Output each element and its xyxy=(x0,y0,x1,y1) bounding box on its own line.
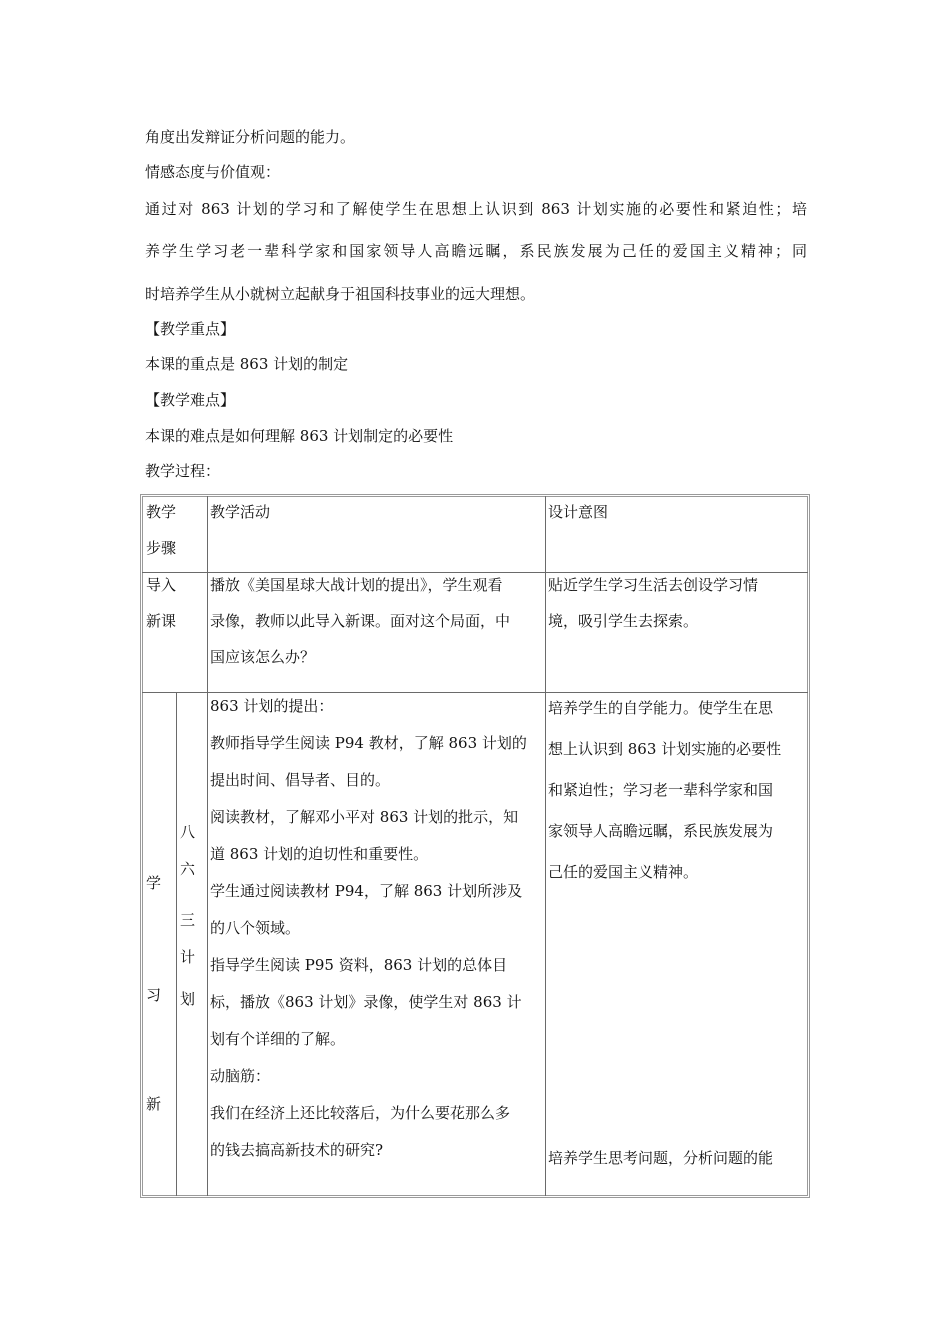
row1-activity-line: 录像，教师以此导入新课。面对这个局面，中 xyxy=(210,612,511,630)
row2-sub-char: 计 xyxy=(180,948,196,966)
row2-sub-char: 八 xyxy=(180,823,196,841)
row1-intent-line: 贴近学生学习生活去创设学习情 xyxy=(548,576,759,594)
process-heading: 教学过程： xyxy=(145,462,221,480)
header-step-line: 步骤 xyxy=(146,539,177,557)
row2-step-char: 习 xyxy=(146,986,162,1004)
row2-activity-line: 动脑筋： xyxy=(210,1067,271,1085)
row2-activity-line: 的八个领域。 xyxy=(210,919,301,937)
header-activity: 教学活动 xyxy=(210,503,271,521)
row2-activity-line: 标，播放《863 计划》录像，使学生对 863 计 xyxy=(210,993,522,1011)
header-step-cell xyxy=(146,494,176,566)
row2-sub-char: 划 xyxy=(180,990,196,1008)
row2-intent-line-extra: 培养学生思考问题，分析问题的能 xyxy=(548,1149,774,1167)
row2-activity-line: 道 863 计划的迫切性和重要性。 xyxy=(210,845,429,863)
row2-activity-line: 教师指导学生阅读 P94 教材，了解 863 计划的 xyxy=(210,734,527,752)
row1-activity-line: 国应该怎么办？ xyxy=(210,648,316,666)
header-step-line: 教学 xyxy=(146,503,177,521)
row2-activity-line: 863 计划的提出： xyxy=(210,697,334,715)
row2-step-char: 学 xyxy=(146,874,162,892)
row2-activity-line: 提出时间、倡导者、目的。 xyxy=(210,771,391,789)
table-divider xyxy=(545,496,546,1196)
emotion-line-2: 养学生学习老一辈科学家和国家领导人高瞻远瞩，系民族发展为己任的爱国主义精神；同 xyxy=(145,242,807,260)
row2-intent-line: 想上认识到 863 计划实施的必要性 xyxy=(548,740,782,758)
row2-intent-line: 和紧迫性；学习老一辈科学家和国 xyxy=(548,781,774,799)
row1-intent-line: 境，吸引学生去探索。 xyxy=(548,612,699,630)
difficulty-heading: 【教学难点】 xyxy=(145,391,236,409)
row2-activity-cell xyxy=(210,688,527,1169)
row2-intent-cell xyxy=(548,688,781,893)
row2-intent-line: 己任的爱国主义精神。 xyxy=(548,863,699,881)
intro-line: 角度出发辩证分析问题的能力。 xyxy=(145,128,356,146)
row2-sub-char: 三 xyxy=(180,911,196,929)
emotion-line-3: 时培养学生从小就树立起献身于祖国科技事业的远大理想。 xyxy=(145,285,536,303)
row2-activity-line: 我们在经济上还比较落后，为什么要花那么多 xyxy=(210,1104,511,1122)
table-divider xyxy=(207,496,208,1196)
row2-sub-char: 六 xyxy=(180,860,196,878)
header-intent: 设计意图 xyxy=(548,503,609,521)
row2-activity-line: 划有个详细的了解。 xyxy=(210,1030,346,1048)
emotion-heading: 情感态度与价值观： xyxy=(145,163,281,181)
key-point-heading: 【教学重点】 xyxy=(145,320,236,338)
row2-step-char: 新 xyxy=(146,1095,162,1113)
row1-activity-line: 播放《美国星球大战计划的提出》，学生观看 xyxy=(210,576,503,594)
row1-step-line: 新课 xyxy=(146,612,177,630)
row1-step-cell xyxy=(146,567,176,639)
difficulty-text: 本课的难点是如何理解 863 计划制定的必要性 xyxy=(145,427,454,445)
row2-activity-line: 的钱去搞高新技术的研究? xyxy=(210,1141,384,1159)
emotion-line-1: 通过对 863 计划的学习和了解使学生在思想上认识到 863 计划实施的必要性和紧迫性；培 xyxy=(145,200,807,218)
row2-activity-line: 指导学生阅读 P95 资料，863 计划的总体目 xyxy=(210,956,508,974)
row2-intent-line: 家领导人高瞻远瞩，系民族发展为 xyxy=(548,822,774,840)
row2-activity-line: 学生通过阅读教材 P94，了解 863 计划所涉及 xyxy=(210,882,523,900)
table-divider xyxy=(176,692,177,1196)
row1-activity-cell xyxy=(210,567,510,675)
row2-activity-line: 阅读教材，了解邓小平对 863 计划的批示，知 xyxy=(210,808,519,826)
key-point-text: 本课的重点是 863 计划的制定 xyxy=(145,355,349,373)
row2-intent-line: 培养学生的自学能力。使学生在思 xyxy=(548,699,774,717)
row1-step-line: 导入 xyxy=(146,576,177,594)
row1-intent-cell xyxy=(548,567,758,639)
